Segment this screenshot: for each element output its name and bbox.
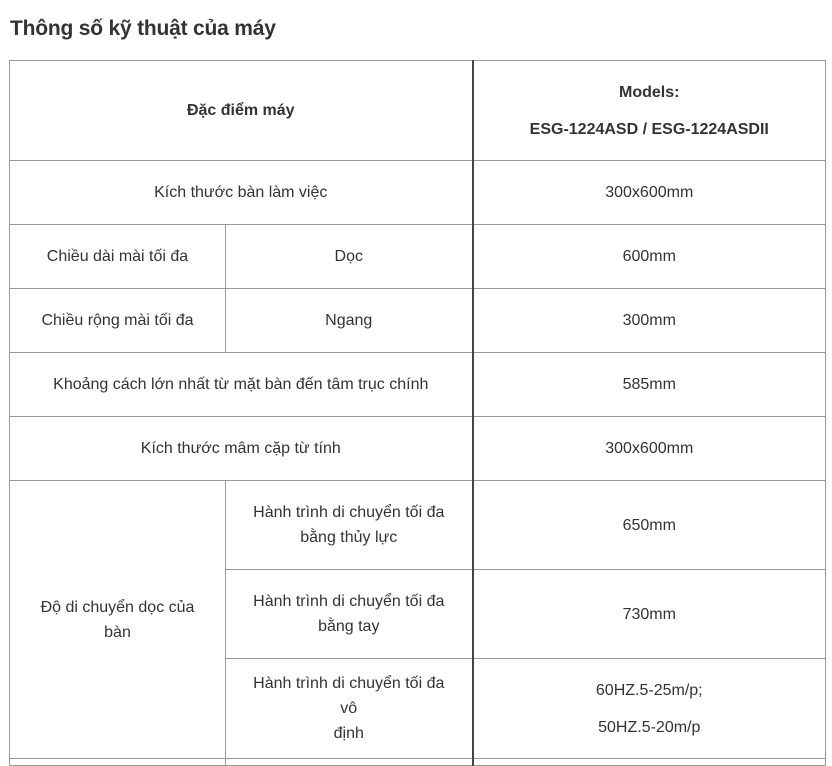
table-header-row xyxy=(10,61,826,161)
row-sub-cell xyxy=(226,570,473,659)
row-sub-cell xyxy=(226,225,473,289)
row-label: Khoảng cách lớn nhất từ mặt bàn đến tâm trục chính xyxy=(53,376,429,393)
row-value: 300x600mm xyxy=(605,184,694,201)
row-sub-label-line1: Hành trình di chuyển tối đa vô xyxy=(253,675,445,717)
table-row xyxy=(10,481,826,570)
section-heading: Thông số kỹ thuật của máy xyxy=(10,17,276,40)
row-value-cell xyxy=(473,161,826,225)
table-row xyxy=(10,289,826,353)
row-sub-label: Dọc xyxy=(334,248,363,265)
table-row xyxy=(10,759,826,766)
table-row xyxy=(10,225,826,289)
row-label-cell xyxy=(10,161,473,225)
row-label-cell xyxy=(10,289,226,353)
row-label-cell xyxy=(10,417,473,481)
row-sub-label-line1: Hành trình di chuyển tối đa xyxy=(253,593,445,610)
row-sub-cell xyxy=(226,759,473,766)
row-value-cell xyxy=(473,417,826,481)
row-sub-label-line1: Hành trình di chuyển tối đa xyxy=(253,504,445,521)
row-value: 600mm xyxy=(622,248,676,265)
row-value-cell xyxy=(473,759,826,766)
table-row xyxy=(10,417,826,481)
row-value-line2: 50HZ.5-20m/p xyxy=(598,718,701,736)
row-sub-label-line2: định xyxy=(333,725,364,742)
row-value-cell xyxy=(473,481,826,570)
spec-table xyxy=(9,60,826,766)
row-label-cell xyxy=(10,353,473,417)
row-sub-cell xyxy=(226,659,473,759)
row-label: Chiều dài mài tối đa xyxy=(46,248,189,265)
row-label: Kích thước bàn làm việc xyxy=(154,184,328,201)
row-value: 300x600mm xyxy=(605,440,694,457)
row-value-cell xyxy=(473,570,826,659)
row-label-cell xyxy=(10,759,226,766)
header-models-value: ESG-1224ASD / ESG-1224ASDII xyxy=(529,120,769,138)
table-row xyxy=(10,161,826,225)
header-feature-label: Đặc điểm máy xyxy=(186,102,295,119)
header-models-label: Models: xyxy=(619,83,680,101)
row-value-cell xyxy=(473,659,826,759)
header-models-cell xyxy=(473,61,826,161)
row-value: 650mm xyxy=(622,516,676,534)
row-sub-label-line2: bằng tay xyxy=(318,618,380,635)
row-value: 585mm xyxy=(622,376,676,393)
row-sub-cell xyxy=(226,289,473,353)
row-value-cell xyxy=(473,225,826,289)
row-sub-label-line2: bằng thủy lực xyxy=(300,529,398,546)
group-label: Độ di chuyển dọc của bàn xyxy=(40,598,195,641)
table-row xyxy=(10,353,826,417)
row-sub-label: Ngang xyxy=(325,312,373,329)
row-value: 300mm xyxy=(622,312,676,329)
row-value-line1: 60HZ.5-25m/p; xyxy=(595,681,703,699)
row-label: Chiều rộng mài tối đa xyxy=(41,312,194,329)
row-value-cell xyxy=(473,289,826,353)
group-label-cell xyxy=(10,481,226,759)
row-sub-cell xyxy=(226,481,473,570)
row-label-cell xyxy=(10,225,226,289)
row-value: 730mm xyxy=(622,605,676,623)
row-label: Kích thước mâm cặp từ tính xyxy=(140,440,341,457)
header-feature-cell xyxy=(10,61,473,161)
row-value-cell xyxy=(473,353,826,417)
